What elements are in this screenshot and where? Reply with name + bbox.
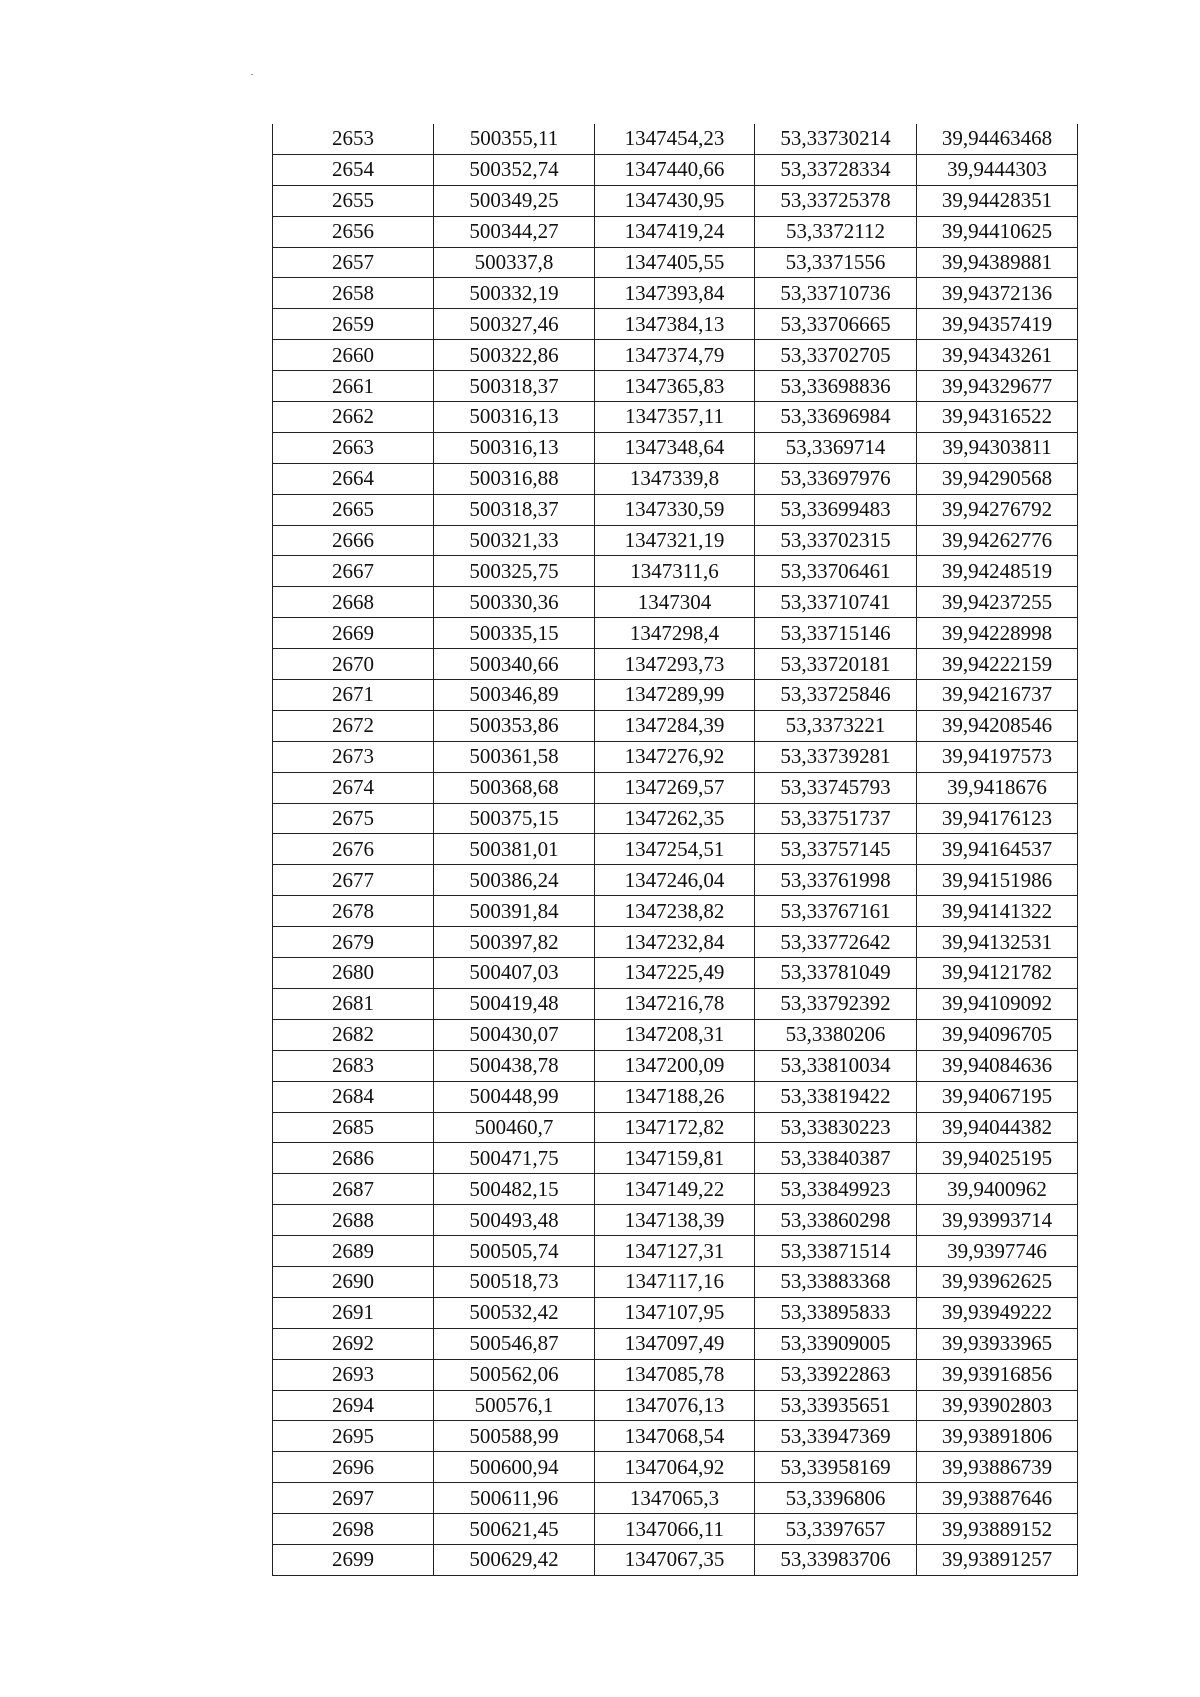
y-coordinate-cell: 1347262,35 (595, 803, 755, 834)
point-number-cell: 2685 (273, 1112, 434, 1143)
table-row (273, 988, 1078, 1019)
table-row (273, 1205, 1078, 1236)
latitude-cell: 53,33761998 (755, 865, 917, 896)
latitude-cell: 53,33696984 (755, 402, 917, 433)
point-number-cell: 2687 (273, 1174, 434, 1205)
y-coordinate-cell: 1347065,3 (595, 1483, 755, 1514)
x-coordinate-cell: 500321,33 (434, 525, 595, 556)
x-coordinate-cell: 500355,11 (434, 124, 595, 154)
point-number-cell: 2672 (273, 710, 434, 741)
y-coordinate-cell: 1347289,99 (595, 680, 755, 711)
latitude-cell: 53,33895833 (755, 1297, 917, 1328)
longitude-cell: 39,93916856 (917, 1359, 1078, 1390)
latitude-cell: 53,33702315 (755, 525, 917, 556)
point-number-cell: 2692 (273, 1328, 434, 1359)
point-number-cell: 2658 (273, 278, 434, 309)
table-row (273, 1514, 1078, 1545)
point-number-cell: 2674 (273, 772, 434, 803)
longitude-cell: 39,94329677 (917, 371, 1078, 402)
table-row (273, 1266, 1078, 1297)
longitude-cell: 39,94290568 (917, 463, 1078, 494)
table-row (273, 494, 1078, 525)
y-coordinate-cell: 1347393,84 (595, 278, 755, 309)
table-row (273, 865, 1078, 896)
x-coordinate-cell: 500505,74 (434, 1236, 595, 1267)
point-number-cell: 2676 (273, 834, 434, 865)
table-row (273, 1328, 1078, 1359)
latitude-cell: 53,33983706 (755, 1544, 917, 1575)
table-row (273, 834, 1078, 865)
x-coordinate-cell: 500318,37 (434, 494, 595, 525)
longitude-cell: 39,94222159 (917, 649, 1078, 680)
latitude-cell: 53,33715146 (755, 618, 917, 649)
point-number-cell: 2660 (273, 340, 434, 371)
y-coordinate-cell: 1347430,95 (595, 185, 755, 216)
table-row (273, 124, 1078, 154)
point-number-cell: 2668 (273, 587, 434, 618)
coordinate-table-body (273, 124, 1078, 1575)
longitude-cell: 39,94237255 (917, 587, 1078, 618)
point-number-cell: 2673 (273, 741, 434, 772)
x-coordinate-cell: 500322,86 (434, 340, 595, 371)
table-row (273, 710, 1078, 741)
point-number-cell: 2678 (273, 896, 434, 927)
x-coordinate-cell: 500532,42 (434, 1297, 595, 1328)
y-coordinate-cell: 1347348,64 (595, 432, 755, 463)
table-row (273, 154, 1078, 185)
longitude-cell: 39,94343261 (917, 340, 1078, 371)
latitude-cell: 53,3380206 (755, 1019, 917, 1050)
x-coordinate-cell: 500318,37 (434, 371, 595, 402)
latitude-cell: 53,33909005 (755, 1328, 917, 1359)
point-number-cell: 2662 (273, 402, 434, 433)
table-row (273, 1297, 1078, 1328)
latitude-cell: 53,33935651 (755, 1390, 917, 1421)
x-coordinate-cell: 500386,24 (434, 865, 595, 896)
latitude-cell: 53,33698836 (755, 371, 917, 402)
x-coordinate-cell: 500430,07 (434, 1019, 595, 1050)
table-row (273, 1452, 1078, 1483)
point-number-cell: 2690 (273, 1266, 434, 1297)
y-coordinate-cell: 1347172,82 (595, 1112, 755, 1143)
point-number-cell: 2688 (273, 1205, 434, 1236)
point-number-cell: 2691 (273, 1297, 434, 1328)
x-coordinate-cell: 500327,46 (434, 309, 595, 340)
y-coordinate-cell: 1347238,82 (595, 896, 755, 927)
latitude-cell: 53,33781049 (755, 958, 917, 989)
point-number-cell: 2683 (273, 1050, 434, 1081)
y-coordinate-cell: 1347064,92 (595, 1452, 755, 1483)
point-number-cell: 2661 (273, 371, 434, 402)
latitude-cell: 53,33840387 (755, 1143, 917, 1174)
point-number-cell: 2694 (273, 1390, 434, 1421)
latitude-cell: 53,33730214 (755, 124, 917, 154)
latitude-cell: 53,3397657 (755, 1514, 917, 1545)
y-coordinate-cell: 1347208,31 (595, 1019, 755, 1050)
table-row (273, 402, 1078, 433)
point-number-cell: 2695 (273, 1421, 434, 1452)
table-row (273, 587, 1078, 618)
point-number-cell: 2669 (273, 618, 434, 649)
latitude-cell: 53,33697976 (755, 463, 917, 494)
x-coordinate-cell: 500471,75 (434, 1143, 595, 1174)
latitude-cell: 53,3371556 (755, 247, 917, 278)
x-coordinate-cell: 500407,03 (434, 958, 595, 989)
longitude-cell: 39,94121782 (917, 958, 1078, 989)
x-coordinate-cell: 500330,36 (434, 587, 595, 618)
table-row (273, 247, 1078, 278)
y-coordinate-cell: 1347293,73 (595, 649, 755, 680)
table-row (273, 1236, 1078, 1267)
longitude-cell: 39,94316522 (917, 402, 1078, 433)
y-coordinate-cell: 1347276,92 (595, 741, 755, 772)
point-number-cell: 2677 (273, 865, 434, 896)
x-coordinate-cell: 500352,74 (434, 154, 595, 185)
table-row (273, 649, 1078, 680)
point-number-cell: 2656 (273, 216, 434, 247)
x-coordinate-cell: 500438,78 (434, 1050, 595, 1081)
point-number-cell: 2680 (273, 958, 434, 989)
longitude-cell: 39,94303811 (917, 432, 1078, 463)
longitude-cell: 39,93887646 (917, 1483, 1078, 1514)
latitude-cell: 53,33772642 (755, 927, 917, 958)
longitude-cell: 39,9444303 (917, 154, 1078, 185)
x-coordinate-cell: 500391,84 (434, 896, 595, 927)
longitude-cell: 39,94389881 (917, 247, 1078, 278)
latitude-cell: 53,33710741 (755, 587, 917, 618)
x-coordinate-cell: 500576,1 (434, 1390, 595, 1421)
point-number-cell: 2671 (273, 680, 434, 711)
longitude-cell: 39,94197573 (917, 741, 1078, 772)
y-coordinate-cell: 1347149,22 (595, 1174, 755, 1205)
longitude-cell: 39,9397746 (917, 1236, 1078, 1267)
longitude-cell: 39,93962625 (917, 1266, 1078, 1297)
longitude-cell: 39,94228998 (917, 618, 1078, 649)
longitude-cell: 39,93949222 (917, 1297, 1078, 1328)
longitude-cell: 39,94096705 (917, 1019, 1078, 1050)
latitude-cell: 53,33860298 (755, 1205, 917, 1236)
point-number-cell: 2657 (273, 247, 434, 278)
latitude-cell: 53,33706665 (755, 309, 917, 340)
table-row (273, 185, 1078, 216)
x-coordinate-cell: 500375,15 (434, 803, 595, 834)
table-row (273, 803, 1078, 834)
table-row (273, 958, 1078, 989)
y-coordinate-cell: 1347200,09 (595, 1050, 755, 1081)
y-coordinate-cell: 1347138,39 (595, 1205, 755, 1236)
point-number-cell: 2653 (273, 124, 434, 154)
longitude-cell: 39,94276792 (917, 494, 1078, 525)
latitude-cell: 53,33849923 (755, 1174, 917, 1205)
x-coordinate-cell: 500493,48 (434, 1205, 595, 1236)
table-row (273, 1359, 1078, 1390)
longitude-cell: 39,94025195 (917, 1143, 1078, 1174)
point-number-cell: 2698 (273, 1514, 434, 1545)
longitude-cell: 39,94044382 (917, 1112, 1078, 1143)
table-row (273, 556, 1078, 587)
x-coordinate-cell: 500460,7 (434, 1112, 595, 1143)
x-coordinate-cell: 500621,45 (434, 1514, 595, 1545)
y-coordinate-cell: 1347225,49 (595, 958, 755, 989)
table-row (273, 309, 1078, 340)
table-row (273, 371, 1078, 402)
y-coordinate-cell: 1347117,16 (595, 1266, 755, 1297)
longitude-cell: 39,94372136 (917, 278, 1078, 309)
y-coordinate-cell: 1347076,13 (595, 1390, 755, 1421)
x-coordinate-cell: 500419,48 (434, 988, 595, 1019)
point-number-cell: 2670 (273, 649, 434, 680)
longitude-cell: 39,94141322 (917, 896, 1078, 927)
y-coordinate-cell: 1347269,57 (595, 772, 755, 803)
x-coordinate-cell: 500316,88 (434, 463, 595, 494)
longitude-cell: 39,94248519 (917, 556, 1078, 587)
table-row (273, 1081, 1078, 1112)
longitude-cell: 39,93933965 (917, 1328, 1078, 1359)
x-coordinate-cell: 500448,99 (434, 1081, 595, 1112)
y-coordinate-cell: 1347298,4 (595, 618, 755, 649)
point-number-cell: 2655 (273, 185, 434, 216)
point-number-cell: 2682 (273, 1019, 434, 1050)
y-coordinate-cell: 1347440,66 (595, 154, 755, 185)
point-number-cell: 2681 (273, 988, 434, 1019)
latitude-cell: 53,3373221 (755, 710, 917, 741)
latitude-cell: 53,33699483 (755, 494, 917, 525)
x-coordinate-cell: 500397,82 (434, 927, 595, 958)
table-row (273, 680, 1078, 711)
longitude-cell: 39,94109092 (917, 988, 1078, 1019)
latitude-cell: 53,33751737 (755, 803, 917, 834)
table-row (273, 525, 1078, 556)
latitude-cell: 53,33757145 (755, 834, 917, 865)
longitude-cell: 39,93886739 (917, 1452, 1078, 1483)
latitude-cell: 53,33720181 (755, 649, 917, 680)
x-coordinate-cell: 500562,06 (434, 1359, 595, 1390)
latitude-cell: 53,33958169 (755, 1452, 917, 1483)
point-number-cell: 2697 (273, 1483, 434, 1514)
y-coordinate-cell: 1347159,81 (595, 1143, 755, 1174)
y-coordinate-cell: 1347097,49 (595, 1328, 755, 1359)
x-coordinate-cell: 500337,8 (434, 247, 595, 278)
y-coordinate-cell: 1347384,13 (595, 309, 755, 340)
x-coordinate-cell: 500316,13 (434, 432, 595, 463)
point-number-cell: 2659 (273, 309, 434, 340)
point-number-cell: 2675 (273, 803, 434, 834)
latitude-cell: 53,33767161 (755, 896, 917, 927)
longitude-cell: 39,93993714 (917, 1205, 1078, 1236)
longitude-cell: 39,94262776 (917, 525, 1078, 556)
point-number-cell: 2679 (273, 927, 434, 958)
point-number-cell: 2665 (273, 494, 434, 525)
x-coordinate-cell: 500340,66 (434, 649, 595, 680)
table-row (273, 772, 1078, 803)
latitude-cell: 53,33706461 (755, 556, 917, 587)
table-row (273, 216, 1078, 247)
latitude-cell: 53,3369714 (755, 432, 917, 463)
y-coordinate-cell: 1347216,78 (595, 988, 755, 1019)
longitude-cell: 39,94216737 (917, 680, 1078, 711)
y-coordinate-cell: 1347304 (595, 587, 755, 618)
x-coordinate-cell: 500381,01 (434, 834, 595, 865)
latitude-cell: 53,33922863 (755, 1359, 917, 1390)
y-coordinate-cell: 1347127,31 (595, 1236, 755, 1267)
longitude-cell: 39,93891257 (917, 1544, 1078, 1575)
y-coordinate-cell: 1347066,11 (595, 1514, 755, 1545)
x-coordinate-cell: 500335,15 (434, 618, 595, 649)
longitude-cell: 39,93902803 (917, 1390, 1078, 1421)
table-row (273, 741, 1078, 772)
longitude-cell: 39,94410625 (917, 216, 1078, 247)
table-row (273, 927, 1078, 958)
point-number-cell: 2663 (273, 432, 434, 463)
point-number-cell: 2666 (273, 525, 434, 556)
y-coordinate-cell: 1347067,35 (595, 1544, 755, 1575)
table-row (273, 1050, 1078, 1081)
x-coordinate-cell: 500546,87 (434, 1328, 595, 1359)
point-number-cell: 2693 (273, 1359, 434, 1390)
x-coordinate-cell: 500346,89 (434, 680, 595, 711)
table-row (273, 896, 1078, 927)
y-coordinate-cell: 1347357,11 (595, 402, 755, 433)
longitude-cell: 39,94357419 (917, 309, 1078, 340)
y-coordinate-cell: 1347085,78 (595, 1359, 755, 1390)
y-coordinate-cell: 1347107,95 (595, 1297, 755, 1328)
longitude-cell: 39,94132531 (917, 927, 1078, 958)
x-coordinate-cell: 500332,19 (434, 278, 595, 309)
table-row (273, 1421, 1078, 1452)
x-coordinate-cell: 500629,42 (434, 1544, 595, 1575)
latitude-cell: 53,33947369 (755, 1421, 917, 1452)
table-row (273, 1174, 1078, 1205)
longitude-cell: 39,94463468 (917, 124, 1078, 154)
x-coordinate-cell: 500368,68 (434, 772, 595, 803)
point-number-cell: 2664 (273, 463, 434, 494)
table-row (273, 1390, 1078, 1421)
y-coordinate-cell: 1347419,24 (595, 216, 755, 247)
latitude-cell: 53,33725846 (755, 680, 917, 711)
latitude-cell: 53,3372112 (755, 216, 917, 247)
table-row (273, 278, 1078, 309)
x-coordinate-cell: 500588,99 (434, 1421, 595, 1452)
scan-speck (251, 74, 253, 75)
table-row (273, 340, 1078, 371)
x-coordinate-cell: 500344,27 (434, 216, 595, 247)
y-coordinate-cell: 1347232,84 (595, 927, 755, 958)
x-coordinate-cell: 500349,25 (434, 185, 595, 216)
latitude-cell: 53,33725378 (755, 185, 917, 216)
y-coordinate-cell: 1347405,55 (595, 247, 755, 278)
longitude-cell: 39,94428351 (917, 185, 1078, 216)
longitude-cell: 39,94067195 (917, 1081, 1078, 1112)
x-coordinate-cell: 500600,94 (434, 1452, 595, 1483)
y-coordinate-cell: 1347068,54 (595, 1421, 755, 1452)
longitude-cell: 39,93889152 (917, 1514, 1078, 1545)
latitude-cell: 53,33871514 (755, 1236, 917, 1267)
y-coordinate-cell: 1347254,51 (595, 834, 755, 865)
table-row (273, 618, 1078, 649)
longitude-cell: 39,94164537 (917, 834, 1078, 865)
y-coordinate-cell: 1347188,26 (595, 1081, 755, 1112)
y-coordinate-cell: 1347330,59 (595, 494, 755, 525)
latitude-cell: 53,33739281 (755, 741, 917, 772)
table-row (273, 1112, 1078, 1143)
table-row (273, 1483, 1078, 1514)
latitude-cell: 53,33792392 (755, 988, 917, 1019)
table-row (273, 432, 1078, 463)
latitude-cell: 53,33810034 (755, 1050, 917, 1081)
table-row (273, 1019, 1078, 1050)
latitude-cell: 53,33702705 (755, 340, 917, 371)
coordinate-table (272, 124, 1078, 1576)
longitude-cell: 39,94151986 (917, 865, 1078, 896)
x-coordinate-cell: 500482,15 (434, 1174, 595, 1205)
longitude-cell: 39,94084636 (917, 1050, 1078, 1081)
longitude-cell: 39,93891806 (917, 1421, 1078, 1452)
point-number-cell: 2686 (273, 1143, 434, 1174)
latitude-cell: 53,33830223 (755, 1112, 917, 1143)
x-coordinate-cell: 500325,75 (434, 556, 595, 587)
point-number-cell: 2699 (273, 1544, 434, 1575)
latitude-cell: 53,3396806 (755, 1483, 917, 1514)
table-row (273, 1544, 1078, 1575)
point-number-cell: 2696 (273, 1452, 434, 1483)
y-coordinate-cell: 1347339,8 (595, 463, 755, 494)
point-number-cell: 2689 (273, 1236, 434, 1267)
longitude-cell: 39,9400962 (917, 1174, 1078, 1205)
y-coordinate-cell: 1347284,39 (595, 710, 755, 741)
latitude-cell: 53,33819422 (755, 1081, 917, 1112)
point-number-cell: 2654 (273, 154, 434, 185)
x-coordinate-cell: 500611,96 (434, 1483, 595, 1514)
y-coordinate-cell: 1347454,23 (595, 124, 755, 154)
y-coordinate-cell: 1347365,83 (595, 371, 755, 402)
y-coordinate-cell: 1347246,04 (595, 865, 755, 896)
latitude-cell: 53,33728334 (755, 154, 917, 185)
table-row (273, 1143, 1078, 1174)
x-coordinate-cell: 500316,13 (434, 402, 595, 433)
longitude-cell: 39,9418676 (917, 772, 1078, 803)
y-coordinate-cell: 1347374,79 (595, 340, 755, 371)
latitude-cell: 53,33710736 (755, 278, 917, 309)
point-number-cell: 2667 (273, 556, 434, 587)
point-number-cell: 2684 (273, 1081, 434, 1112)
longitude-cell: 39,94208546 (917, 710, 1078, 741)
table-row (273, 463, 1078, 494)
x-coordinate-cell: 500361,58 (434, 741, 595, 772)
y-coordinate-cell: 1347311,6 (595, 556, 755, 587)
x-coordinate-cell: 500518,73 (434, 1266, 595, 1297)
x-coordinate-cell: 500353,86 (434, 710, 595, 741)
latitude-cell: 53,33745793 (755, 772, 917, 803)
y-coordinate-cell: 1347321,19 (595, 525, 755, 556)
longitude-cell: 39,94176123 (917, 803, 1078, 834)
latitude-cell: 53,33883368 (755, 1266, 917, 1297)
